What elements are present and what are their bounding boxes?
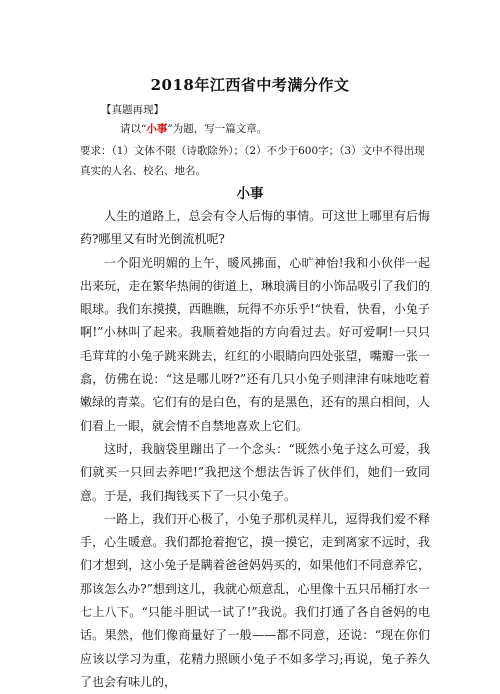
essay-title: 小事	[236, 186, 264, 202]
section-label: 【真题再现】	[101, 104, 164, 116]
prompt-text-after: ”为题，写一篇文章。	[167, 123, 268, 135]
document-title: 2018年江西省中考满分作文	[150, 76, 350, 94]
essay-paragraph: 一路上，我们开心极了，小兔子那机灵样儿，逗得我们爱不释手，心生暖意。我们都抢着抱它，摸一摸它，走到离家不远时，我们才想到，这小兔子是瞒着爸爸妈妈买的，如果他们不同意养它，那该怎么办?”想到这儿，我就心烦意乱，心里像十五只吊桶打水一七上八下。“只能斗胆试一试了!”我说。我们打通了各自爸妈的电话。果然，他们像商量好了一般——都不同意，还说：“现在你们应该以学习为重，花精力照顾小兔子不如多学习;再说，兔子养久了也会有味儿的，	[80, 511, 430, 689]
essay-prompt	[120, 119, 267, 139]
prompt-keyword: 小事	[146, 123, 168, 135]
essay-paragraph: 人生的道路上，总会有令人后悔的事情。可这世上哪里有后悔药?哪里又有时光倒流机呢?	[80, 209, 430, 247]
essay-body	[80, 205, 430, 694]
essay-paragraph: 一个阳光明媚的上午，暖风拂面，心旷神怡!我和小伙伴一起出来玩，走在繁华热闹的街道上，琳琅满目的小饰品吸引了我们的眼球。我们东摸摸，西瞧瞧，玩得不亦乐乎!“快看，快看，小兔子啊!”小林叫了起来。我顺着她指的方向看过去。好可爱啊!一只只毛茸茸的小兔子跳来跳去，红红的小眼睛向四处张望，嘴瓣一张一翕，仿佛在说：“这是哪儿呀?”还有几只小兔子则津津有味地吃着嫩绿的青菜。它们有的是白色，有的是黑色，还有的黑白相间，人们看上一眼，就会情不自禁地喜欢上它们。	[80, 255, 430, 433]
essay-requirements: 要求：（1）文体不限（诗歌除外）；（2）不少于600字；（3）文中不得出现真实的人名、校名、地名。	[80, 145, 425, 177]
prompt-text-before: 请以“	[120, 123, 147, 135]
essay-paragraph: 这时，我脑袋里蹦出了一个念头：“既然小兔子这么可爱，我们就买一只回去养吧!”我把这个想法告诉了伙伴们，她们一致同意。于是，我们掏钱买下了一只小兔子。	[80, 441, 430, 503]
